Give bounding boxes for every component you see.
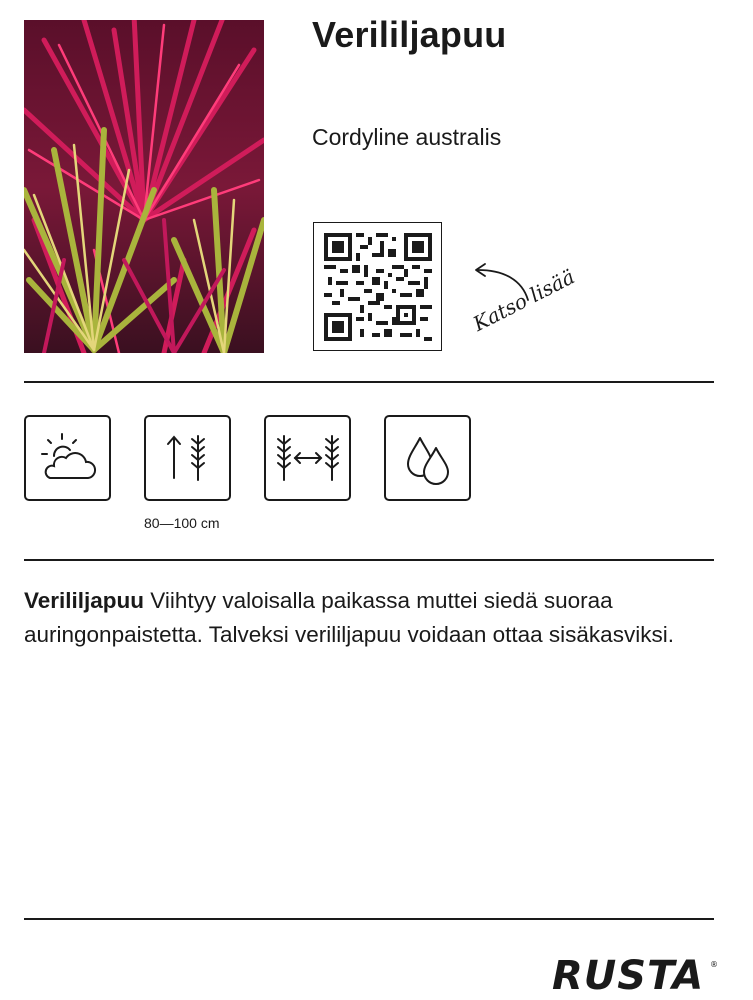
divider	[24, 559, 714, 561]
registered-mark: ®	[710, 960, 718, 969]
divider	[24, 381, 714, 383]
product-title: Verililjapuu	[312, 14, 507, 55]
sun-cloud-icon	[36, 430, 100, 486]
latin-name: Cordyline australis	[312, 124, 502, 150]
sun-cloud-box	[24, 415, 111, 501]
qr-code[interactable]	[313, 222, 442, 351]
height-box	[144, 415, 231, 501]
plant-photo	[24, 20, 264, 353]
plant-height-icon	[158, 430, 218, 486]
divider	[24, 918, 714, 920]
description-text: Viihtyy valoisalla paikassa muttei siedä suoraa auringonpaistetta. Talveksi verililjapuu voidaan ottaa sisäkasviksi.	[24, 588, 674, 647]
description-lead: Verililjapuu	[24, 588, 145, 613]
water-box	[384, 415, 471, 501]
qr-pattern	[324, 233, 432, 341]
water-drops-icon	[400, 430, 456, 486]
rusta-logo	[552, 953, 722, 995]
qr-caption: Katso lisää	[469, 264, 579, 336]
plant-width-icon	[273, 430, 343, 486]
logo-text: RUSTA	[552, 953, 705, 995]
height-label: 80—100 cm	[144, 515, 220, 531]
description	[24, 584, 744, 652]
width-box	[264, 415, 351, 501]
